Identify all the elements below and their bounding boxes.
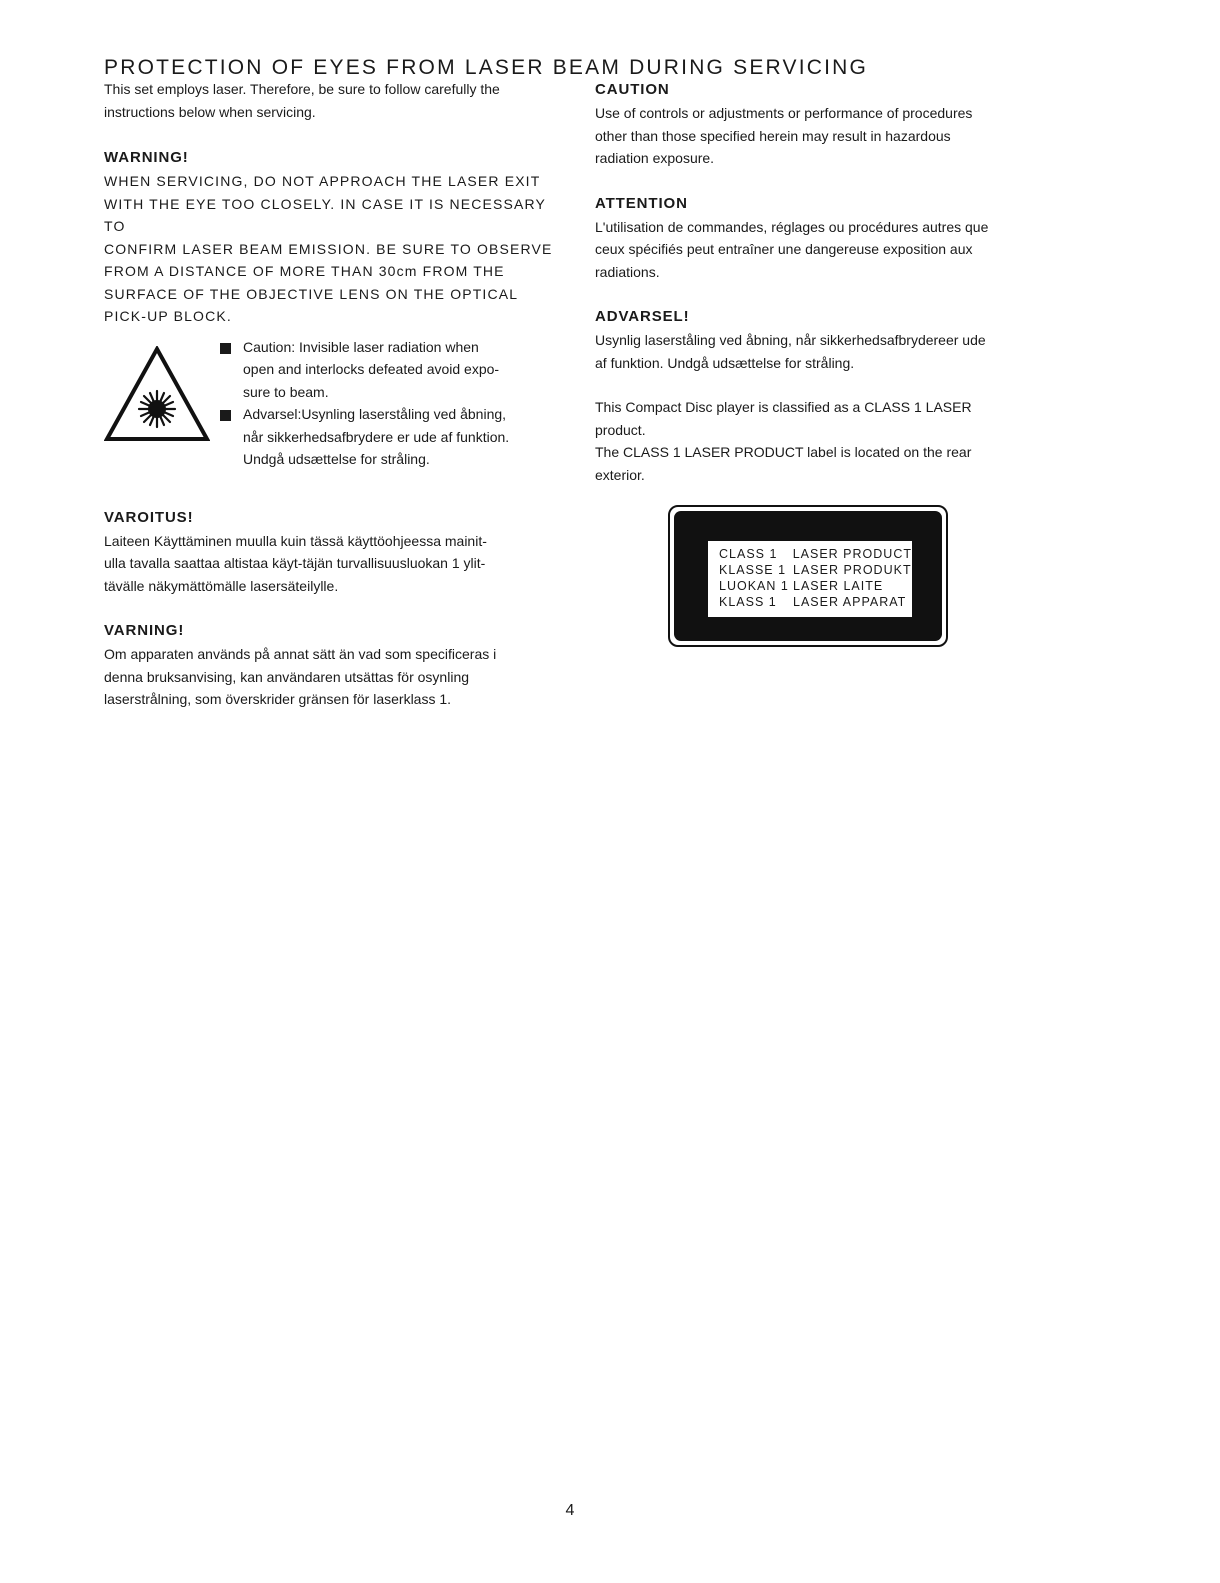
bullet-item [220, 336, 550, 404]
bullet-line: open and interlocks defeated avoid expo- [243, 361, 500, 377]
label-class: CLASS 1 [719, 547, 778, 561]
intro-line-1: This set employs laser. Therefore, be sure to follow carefully the [104, 81, 500, 97]
attention-line: L'utilisation de commandes, réglages ou procédures autres que [595, 218, 989, 235]
label-row [719, 562, 912, 578]
laser-radiation-warning-icon [104, 346, 210, 442]
varning-line: Om apparaten används på annat sätt än vad som specificeras i [104, 646, 497, 662]
label-product: LASER LAITE [793, 579, 884, 593]
varoitus-line: tävälle näkymättömälle lasersäteilylle. [104, 577, 339, 594]
bullet-line: Advarsel:Usynling laserståling ved åbning, [243, 406, 507, 422]
varoitus-heading: VAROITUS! [104, 508, 194, 526]
label-product: LASER PRODUCT [792, 547, 912, 561]
attention-line: ceux spécifiés peut entraîner une dangereuse exposition aux [595, 241, 973, 257]
caution-heading: CAUTION [595, 81, 670, 98]
label-text-box [708, 541, 912, 617]
warning-line: SURFACE OF THE OBJECTIVE LENS ON THE OPTICAL [104, 285, 519, 302]
bullet-line: Caution: Invisible laser radiation when [243, 338, 479, 355]
label-product: LASER PRODUKT [793, 563, 912, 577]
page-title: PROTECTION OF EYES FROM LASER BEAM DURING SERVICING [104, 56, 869, 80]
warning-line: WHEN SERVICING, DO NOT APPROACH THE LASER EXIT [104, 173, 541, 189]
left-column [104, 78, 554, 711]
class-info-line: product. [595, 421, 646, 438]
warning-line: PICK-UP BLOCK. [104, 308, 232, 324]
varning-line: laserstrålning, som överskrider gränsen för laserklass 1. [104, 691, 452, 707]
square-bullet-icon [220, 343, 231, 354]
bullet-item [220, 403, 550, 471]
intro-line-2: instructions below when servicing. [104, 103, 316, 120]
attention-heading: ATTENTION [595, 194, 688, 212]
bullet-line: Undgå udsættelse for stråling. [243, 451, 430, 467]
label-class: KLASS 1 [719, 595, 777, 609]
caution-line: other than those specified herein may result in hazardous [595, 127, 951, 144]
advarsel-line: af funktion. Undgå udsættelse for stråling. [595, 354, 855, 371]
advarsel-heading: ADVARSEL! [595, 308, 690, 325]
warning-line: WITH THE EYE TOO CLOSELY. IN CASE IT IS NECESSARY TO [104, 195, 546, 234]
label-class: KLASSE 1 [719, 563, 787, 577]
varoitus-line: ulla tavalla saattaa altistaa käyt-täjän turvallisuusluokan 1 ylit- [104, 555, 486, 571]
class-info-line: The CLASS 1 LASER PRODUCT label is located on the rear [595, 444, 972, 460]
warning-text [104, 170, 554, 328]
warning-line: CONFIRM LASER BEAM EMISSION. BE SURE TO OBSERVE [104, 240, 553, 257]
caution-line: radiation exposure. [595, 150, 715, 166]
varoitus-line: Laiteen Käyttäminen muulla kuin tässä käyttöohjeessa mainit- [104, 532, 487, 549]
class-info-line: This Compact Disc player is classified as a CLASS 1 LASER [595, 399, 972, 415]
caution-line: Use of controls or adjustments or performance of procedures [595, 105, 973, 121]
advarsel-line: Usynlig laserståling ved åbning, når sikkerhedsafbrydereer ude [595, 332, 986, 348]
bullet-line: sure to beam. [243, 383, 329, 400]
label-class: LUOKAN 1 [719, 579, 789, 593]
page-number: 4 [565, 1502, 575, 1519]
attention-line: radiations. [595, 263, 660, 280]
class-1-laser-product-label [668, 505, 948, 647]
warning-line: FROM A DISTANCE OF MORE THAN 30cm FROM THE [104, 263, 505, 279]
square-bullet-icon [220, 410, 231, 421]
varning-heading: VARNING! [104, 622, 185, 639]
label-row [719, 578, 912, 594]
laser-caution-bullets [220, 336, 550, 471]
label-product: LASER APPARAT [793, 595, 907, 609]
warning-heading: WARNING! [104, 149, 189, 166]
bullet-line: når sikkerhedsafbrydere er ude af funktion. [243, 428, 510, 445]
label-row [719, 546, 912, 562]
laser-warning-block [104, 336, 554, 506]
right-column [595, 78, 1035, 486]
label-row [719, 594, 912, 610]
class-info-line: exterior. [595, 466, 645, 483]
varning-line: denna bruksanvising, kan användaren utsättas för osynling [104, 668, 470, 685]
